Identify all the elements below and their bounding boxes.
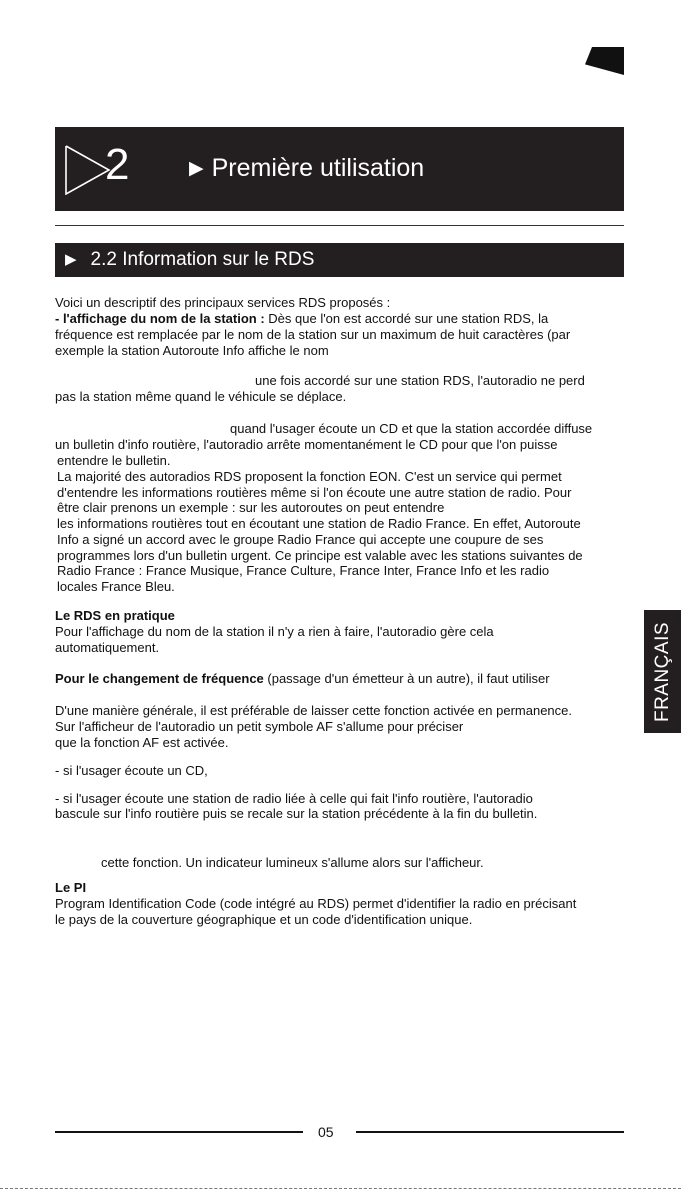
body-line: pas la station même quand le véhicule se déplace. xyxy=(55,389,347,404)
section-title-text: 2.2 Information sur le RDS xyxy=(90,249,315,270)
body-line: Info a signé un accord avec le groupe Radio France qui accepte une coupure de ses xyxy=(57,532,544,547)
body-line: Radio France : France Musique, France Culture, France Inter, France Info et les radio xyxy=(57,563,550,578)
body-line: La majorité des autoradios RDS proposent la fonction EON. C'est un service qui permet xyxy=(57,469,562,484)
body-line: les informations routières tout en écoutant une station de Radio France. En effet, Autoroute xyxy=(57,516,581,531)
body-line: - si l'usager écoute une station de radio liée à celle qui fait l'info routière, l'autoradio xyxy=(55,791,533,806)
body-line: Program Identification Code (code intégré au RDS) permet d'identifier la radio en précisant xyxy=(55,896,577,911)
body-line: bascule sur l'info routière puis se recale sur la station précédente à la fin du bulletin. xyxy=(55,806,538,821)
body-line: D'une manière générale, il est préférable de laisser cette fonction activée en permanence. xyxy=(55,703,573,718)
body-line: Pour l'affichage du nom de la station il n'y a rien à faire, l'autoradio gère cela xyxy=(55,624,494,639)
body-line: que la fonction AF est activée. xyxy=(55,735,229,750)
body-line: entendre le bulletin. xyxy=(57,453,171,468)
play-icon: ▶ xyxy=(65,251,77,268)
body-line: automatiquement. xyxy=(55,640,160,655)
page-number: 05 xyxy=(318,1124,334,1140)
body-line: - l'affichage du nom de la station : Dès que l'on est accordé sur une station RDS, la xyxy=(55,311,549,326)
corner-tab-marker xyxy=(585,47,624,75)
body-line: un bulletin d'info routière, l'autoradio arrête momentanément le CD pour que l'on puisse xyxy=(55,437,558,452)
body-line: Pour le changement de fréquence (passage d'un émetteur à un autre), il faut utiliser xyxy=(55,671,550,686)
section-header xyxy=(55,243,624,277)
footer-rule-right xyxy=(356,1131,624,1133)
chapter-title-text: Première utilisation xyxy=(211,154,425,182)
body-line: exemple la station Autoroute Info affiche le nom xyxy=(55,343,329,358)
subheading: Le RDS en pratique xyxy=(55,608,175,623)
body-line: d'entendre les informations routières même si l'on écoute une autre station de radio. Pour xyxy=(57,485,572,500)
language-tab xyxy=(644,610,681,733)
body-line: programmes lors d'un bulletin urgent. Ce principe est valable avec les stations suivantes de xyxy=(57,548,583,563)
cut-line xyxy=(0,1188,681,1189)
body-line: - si l'usager écoute un CD, xyxy=(55,763,208,778)
body-line: locales France Bleu. xyxy=(57,579,175,594)
body-line: fréquence est remplacée par le nom de la station sur un maximum de huit caractères (par xyxy=(55,327,571,342)
body-line: Voici un descriptif des principaux services RDS proposés : xyxy=(55,295,391,310)
chapter-header xyxy=(55,127,624,211)
body-line: le pays de la couverture géographique et un code d'identification unique. xyxy=(55,912,473,927)
footer-rule-left xyxy=(55,1131,303,1133)
play-icon: ▶ xyxy=(189,158,204,179)
body-line: quand l'usager écoute un CD et que la station accordée diffuse xyxy=(230,421,593,436)
chapter-number: 2 xyxy=(105,140,130,189)
body-line: Sur l'afficheur de l'autoradio un petit symbole AF s'allume pour préciser xyxy=(55,719,464,734)
chapter-title xyxy=(189,153,424,186)
subheading: Le PI xyxy=(55,880,87,895)
body-line: être clair prenons un exemple : sur les autoroutes on peut entendre xyxy=(57,500,445,515)
body-line: une fois accordé sur une station RDS, l'autoradio ne perd xyxy=(255,373,585,388)
language-tab-label: FRANÇAIS xyxy=(651,621,673,722)
body-line: cette fonction. Un indicateur lumineux s'allume alors sur l'afficheur. xyxy=(101,855,484,870)
divider xyxy=(55,225,624,226)
section-title xyxy=(65,248,314,273)
